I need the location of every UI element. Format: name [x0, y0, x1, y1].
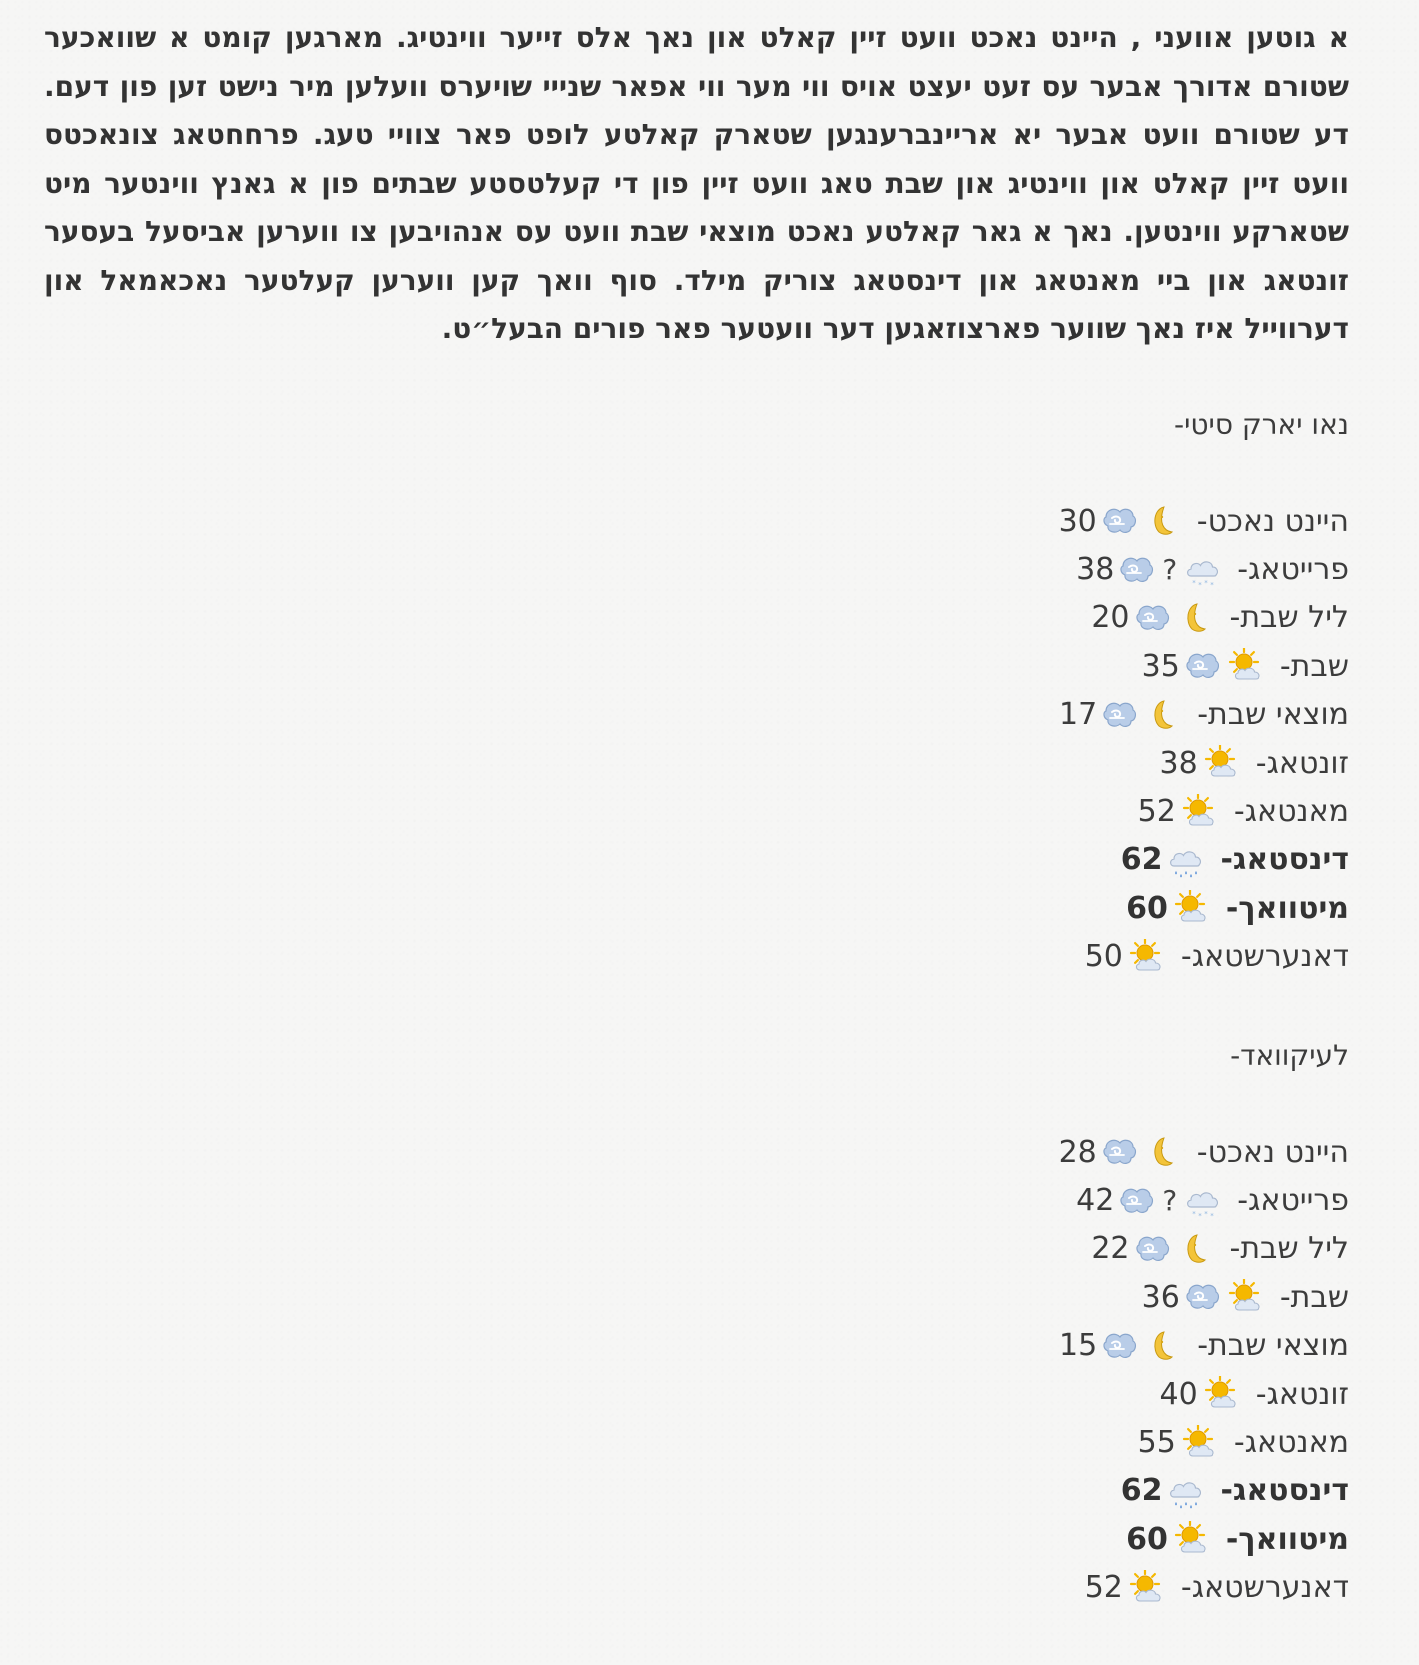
forecast-day-label: שבת-	[1279, 648, 1349, 684]
forecast-row	[1059, 1225, 1349, 1273]
forecast-day-label: שבת-	[1279, 1279, 1349, 1315]
svg-text:*: *	[1210, 580, 1214, 588]
forecast-temperature: 60	[1126, 890, 1168, 926]
snow-cloud-icon	[1184, 1183, 1220, 1219]
forecast-list-lakewood	[1059, 1128, 1349, 1612]
svg-text:*: *	[1192, 1209, 1196, 1218]
svg-text:*: *	[1204, 578, 1208, 587]
rain-cloud-icon	[1167, 842, 1203, 878]
forecast-row	[1059, 1176, 1349, 1224]
forecast-temperature: 52	[1084, 1570, 1123, 1606]
forecast-row	[1059, 1515, 1349, 1563]
sun-behind-cloud-icon	[1227, 1279, 1263, 1315]
wind-icon	[1135, 1231, 1171, 1267]
wind-icon	[1102, 1134, 1138, 1170]
forecast-day-label: דאנערשטאג-	[1180, 939, 1349, 975]
question-mark-icon: ?	[1162, 553, 1178, 587]
forecast-row	[1059, 1128, 1349, 1176]
moon-icon	[1144, 1328, 1180, 1364]
forecast-day-label: ליל שבת-	[1229, 1231, 1349, 1267]
moon-icon	[1144, 503, 1180, 539]
forecast-row	[1059, 933, 1349, 981]
forecast-day-label: מאנטאג-	[1233, 1425, 1349, 1461]
sun-behind-cloud-icon	[1203, 745, 1239, 781]
wind-icon	[1135, 600, 1171, 636]
forecast-row	[1059, 594, 1349, 642]
forecast-temperature: 55	[1137, 1425, 1176, 1461]
svg-text:*: *	[1210, 1211, 1214, 1219]
snow-cloud-icon	[1184, 552, 1220, 588]
rain-cloud-icon	[1167, 1473, 1203, 1509]
forecast-temperature: 62	[1120, 1473, 1163, 1509]
forecast-row	[1059, 836, 1349, 884]
forecast-temperature: 15	[1059, 1328, 1098, 1364]
forecast-row	[1059, 739, 1349, 787]
forecast-temperature: 17	[1059, 697, 1098, 733]
forecast-temperature: 30	[1058, 503, 1097, 539]
svg-text:*: *	[1198, 580, 1202, 588]
forecast-temperature: 40	[1159, 1376, 1198, 1412]
sun-behind-cloud-icon	[1227, 648, 1263, 684]
forecast-row	[1059, 1322, 1349, 1370]
forecast-row	[1059, 787, 1349, 835]
forecast-row	[1059, 1418, 1349, 1466]
sun-behind-cloud-icon	[1203, 1376, 1239, 1412]
sun-behind-cloud-icon	[1181, 1425, 1217, 1461]
forecast-day-label: דינסטאג-	[1220, 1473, 1349, 1509]
moon-icon	[1144, 1134, 1180, 1170]
sun-behind-cloud-icon	[1173, 890, 1209, 926]
wind-icon	[1102, 1328, 1138, 1364]
moon-icon	[1144, 697, 1180, 733]
forecast-row	[1059, 1564, 1349, 1612]
wind-icon	[1119, 552, 1155, 588]
forecast-day-label: היינט נאכט-	[1196, 503, 1349, 539]
moon-icon	[1177, 1231, 1213, 1267]
forecast-temperature: 38	[1159, 745, 1198, 781]
forecast-temperature: 62	[1120, 842, 1163, 878]
forecast-day-label: מוצאי שבת-	[1197, 697, 1349, 733]
forecast-temperature: 22	[1091, 1231, 1130, 1267]
forecast-temperature: 42	[1076, 1183, 1115, 1219]
forecast-day-label: ליל שבת-	[1229, 600, 1349, 636]
forecast-row	[1059, 1273, 1349, 1321]
moon-icon	[1177, 600, 1213, 636]
forecast-day-label: מיטוואך-	[1225, 890, 1349, 926]
forecast-day-label: דינסטאג-	[1220, 842, 1349, 878]
svg-text:*: *	[1198, 1211, 1202, 1219]
forecast-temperature: 36	[1141, 1279, 1180, 1315]
forecast-row	[1059, 691, 1349, 739]
forecast-row	[1059, 642, 1349, 690]
forecast-day-label: מאנטאג-	[1233, 794, 1349, 830]
forecast-day-label: מוצאי שבת-	[1197, 1328, 1349, 1364]
wind-icon	[1119, 1183, 1155, 1219]
wind-icon	[1102, 697, 1138, 733]
forecast-intro-paragraph: א גוטען אוועני , היינט נאכט וועט זיין קאלט און נאך אלס זייער ווינטיג. מארגען קומט א שוואכער שטורם אדורך אבער עס זעט יעצט אויס ווי מער ווי אפאר שנייי שויערס וועלען מיר נישט זען פון דעם. דע שטורם וועט אבער יא אריינברענגען שטארק קאלטע לופט פאר צוויי טעג. פרחחטאג צונאכטס וועט זיין קאלט און ווינטיג און שבת טאג וועט זיין פון די קעלטסטע שבתים פון א גאנץ ווינטער מיט שטארקע ווינטען. נאך א גאר קאלטע נאכט מוצאי שבת וועט עס אנהויבען צו ווערען אביסעל בעסער זונטאג און ביי מאנטאג און דינסטאג צוריק מילד. סוף וואך קען ווערען קעלטער נאכאמאל און דערווייל איז נאך שווער פארצוזאגען דער וועטער פאר פורים הבעל״ט.	[44, 21, 1349, 345]
forecast-day-label: זונטאג-	[1255, 1376, 1349, 1412]
forecast-day-label: דאנערשטאג-	[1180, 1570, 1349, 1606]
forecast-row	[1059, 497, 1349, 545]
svg-text:*: *	[1192, 578, 1196, 587]
forecast-temperature: 38	[1076, 552, 1115, 588]
forecast-temperature: 52	[1137, 794, 1176, 830]
forecast-temperature: 35	[1141, 648, 1180, 684]
section-title-new-york-city: נאו יארק סיטי-	[1174, 408, 1349, 441]
forecast-temperature: 28	[1058, 1134, 1097, 1170]
question-mark-icon: ?	[1162, 1184, 1178, 1218]
forecast-row	[1059, 1467, 1349, 1515]
forecast-day-label: היינט נאכט-	[1196, 1134, 1349, 1170]
forecast-day-label: מיטוואך-	[1225, 1521, 1349, 1557]
sun-behind-cloud-icon	[1128, 939, 1164, 975]
forecast-temperature: 60	[1126, 1521, 1168, 1557]
forecast-day-label: פרייטאג-	[1237, 552, 1349, 588]
wind-icon	[1102, 503, 1138, 539]
section-title-lakewood: לעיקוואד-	[1230, 1039, 1349, 1072]
sun-behind-cloud-icon	[1128, 1570, 1164, 1606]
forecast-row	[1059, 884, 1349, 932]
forecast-temperature: 50	[1084, 939, 1123, 975]
wind-icon	[1185, 648, 1221, 684]
forecast-day-label: פרייטאג-	[1237, 1183, 1349, 1219]
forecast-list-new-york-city	[1059, 497, 1349, 981]
forecast-row	[1059, 545, 1349, 593]
forecast-row	[1059, 1370, 1349, 1418]
svg-text:*: *	[1204, 1209, 1208, 1218]
wind-icon	[1185, 1279, 1221, 1315]
sun-behind-cloud-icon	[1181, 794, 1217, 830]
forecast-temperature: 20	[1091, 600, 1130, 636]
forecast-day-label: זונטאג-	[1255, 745, 1349, 781]
sun-behind-cloud-icon	[1173, 1521, 1209, 1557]
